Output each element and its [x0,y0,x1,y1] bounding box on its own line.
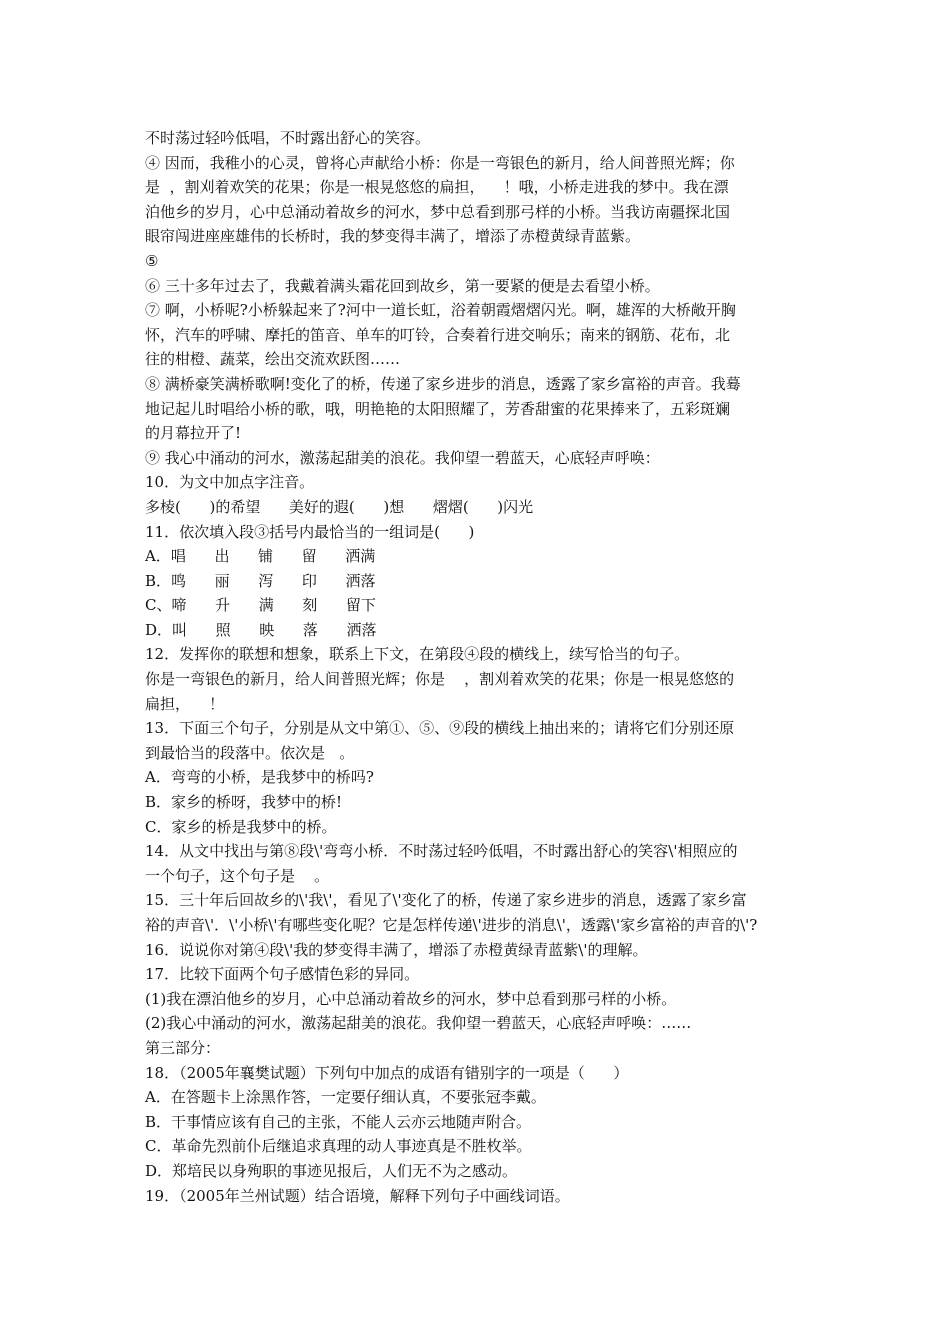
text-line: 12．发挥你的联想和想象，联系上下文，在第段④段的横线上，续写恰当的句子。 [145,645,690,664]
text-line: A．在答题卡上涂黑作答，一定要仔细认真，不要张冠李戴。 [145,1088,546,1107]
text-line: 扁担， ！ [145,694,225,713]
text-line: 一个句子，这个句子是 。 [145,866,330,885]
text-line: 18．（2005年襄樊试题）下列句中加点的成语有错别字的一项是（ ） [145,1063,629,1082]
text-line: 眼帘闯进座座雄伟的长桥时，我的梦变得丰满了，增添了赤橙黄绿青蓝紫。 [145,227,641,246]
document-body [145,126,815,1208]
text-line: ⑥ 三十多年过去了，我戴着满头霜花回到故乡，第一要紧的便是去看望小桥。 [145,276,660,295]
text-line: 多棱( )的希望 美好的遐( )想 熠熠( )闪光 [145,497,534,516]
text-line: 到最恰当的段落中。依次是 。 [145,743,355,762]
text-line: B．鸣 丽 泻 印 洒落 [145,571,376,590]
text-line: ⑦ 啊，小桥呢?小桥躲起来了?河中一道长虹，浴着朝霞熠熠闪光。啊，雄浑的大桥敞开胸 [145,301,736,320]
text-line: D．郑培民以身殉职的事迹见报后，人们无不为之感动。 [145,1161,518,1180]
text-line: 第三部分： [145,1038,221,1057]
text-line: C．家乡的桥是我梦中的桥。 [145,817,337,836]
text-line: 往的柑橙、蔬菜，绘出交流欢跃图…… [145,350,401,369]
text-line: (1)我在漂泊他乡的岁月，心中总涌动着故乡的河水，梦中总看到那弓样的小桥。 [145,989,677,1008]
text-line: 是 ，割刈着欢笑的花果；你是一根晃悠悠的扁担， ！哦，小桥走进我的梦中。我在漂 [145,178,729,197]
text-line: A．弯弯的小桥，是我梦中的桥吗? [145,768,374,787]
text-line: 怀，汽车的呼啸、摩托的笛音、单车的叮铃，合奏着行进交响乐；南来的钢筋、花布，北 [145,325,731,344]
text-line: C．革命先烈前仆后继追求真理的动人事迹真是不胜枚举。 [145,1137,532,1156]
text-line: 19．（2005年兰州试题）结合语境，解释下列句子中画线词语。 [145,1186,570,1205]
text-line: 11．依次填入段③括号内最恰当的一组词是( ) [145,522,475,541]
text-line: 的月幕拉开了! [145,424,242,443]
text-line: 泊他乡的岁月，心中总涌动着故乡的河水，梦中总看到那弓样的小桥。当我访南疆探北国 [145,202,731,221]
text-line: (2)我心中涌动的河水，激荡起甜美的浪花。我仰望一碧蓝天，心底轻声呼唤：…… [145,1014,692,1033]
text-line: 14．从文中找出与第⑧段\'弯弯小桥．不时荡过轻吟低唱，不时露出舒心的笑容\'相照应的 [145,842,738,861]
text-line: ⑨ 我心中涌动的河水，激荡起甜美的浪花。我仰望一碧蓝天，心底轻声呼唤： [145,448,660,467]
text-line: D．叫 照 映 落 洒落 [145,620,377,639]
text-line: 不时荡过轻吟低唱，不时露出舒心的笑容。 [145,129,431,147]
text-line: A．唱 出 铺 留 洒满 [145,547,376,566]
text-line: C、啼 升 满 刻 留下 [145,596,376,615]
text-line: ⑤ [145,251,159,270]
text-line: 17．比较下面两个句子感情色彩的异同。 [145,965,420,984]
text-line: 10．为文中加点字注音。 [145,473,315,492]
text-line: B．家乡的桥呀，我梦中的桥! [145,793,343,812]
text-line: 地记起儿时唱给小桥的歌，哦，明艳艳的太阳照耀了，芳香甜蜜的花果捧来了，五彩斑斓 [145,399,731,418]
text-line: 你是一弯银色的新月，给人间普照光辉；你是 ，割刈着欢笑的花果；你是一根晃悠悠的 [145,670,735,689]
text-line: 13．下面三个句子，分别是从文中第①、⑤、⑨段的横线上抽出来的；请将它们分别还原 [145,719,735,738]
text-line: 16．说说你对第④段\'我的梦变得丰满了，增添了赤橙黄绿青蓝紫\'的理解。 [145,940,648,959]
text-line: ⑧ 满桥豪笑满桥歌啊!变化了的桥，传递了家乡进步的消息，透露了家乡富裕的声音。我蓦 [145,374,741,393]
text-line: 15．三十年后回故乡的\'我\'，看见了\'变化了的桥，传递了家乡进步的消息，透露了家乡富 [145,891,747,910]
text-line: B．干事情应该有自己的主张，不能人云亦云地随声附合。 [145,1112,532,1131]
text-line: 裕的声音\'．\'小桥\'有哪些变化呢？它是怎样传递\'进步的消息\'，透露\'家乡富裕的声音的\'? [145,916,758,934]
text-line: ④ 因而，我稚小的心灵，曾将心声献给小桥：你是一弯银色的新月，给人间普照光辉；你 [145,153,735,172]
